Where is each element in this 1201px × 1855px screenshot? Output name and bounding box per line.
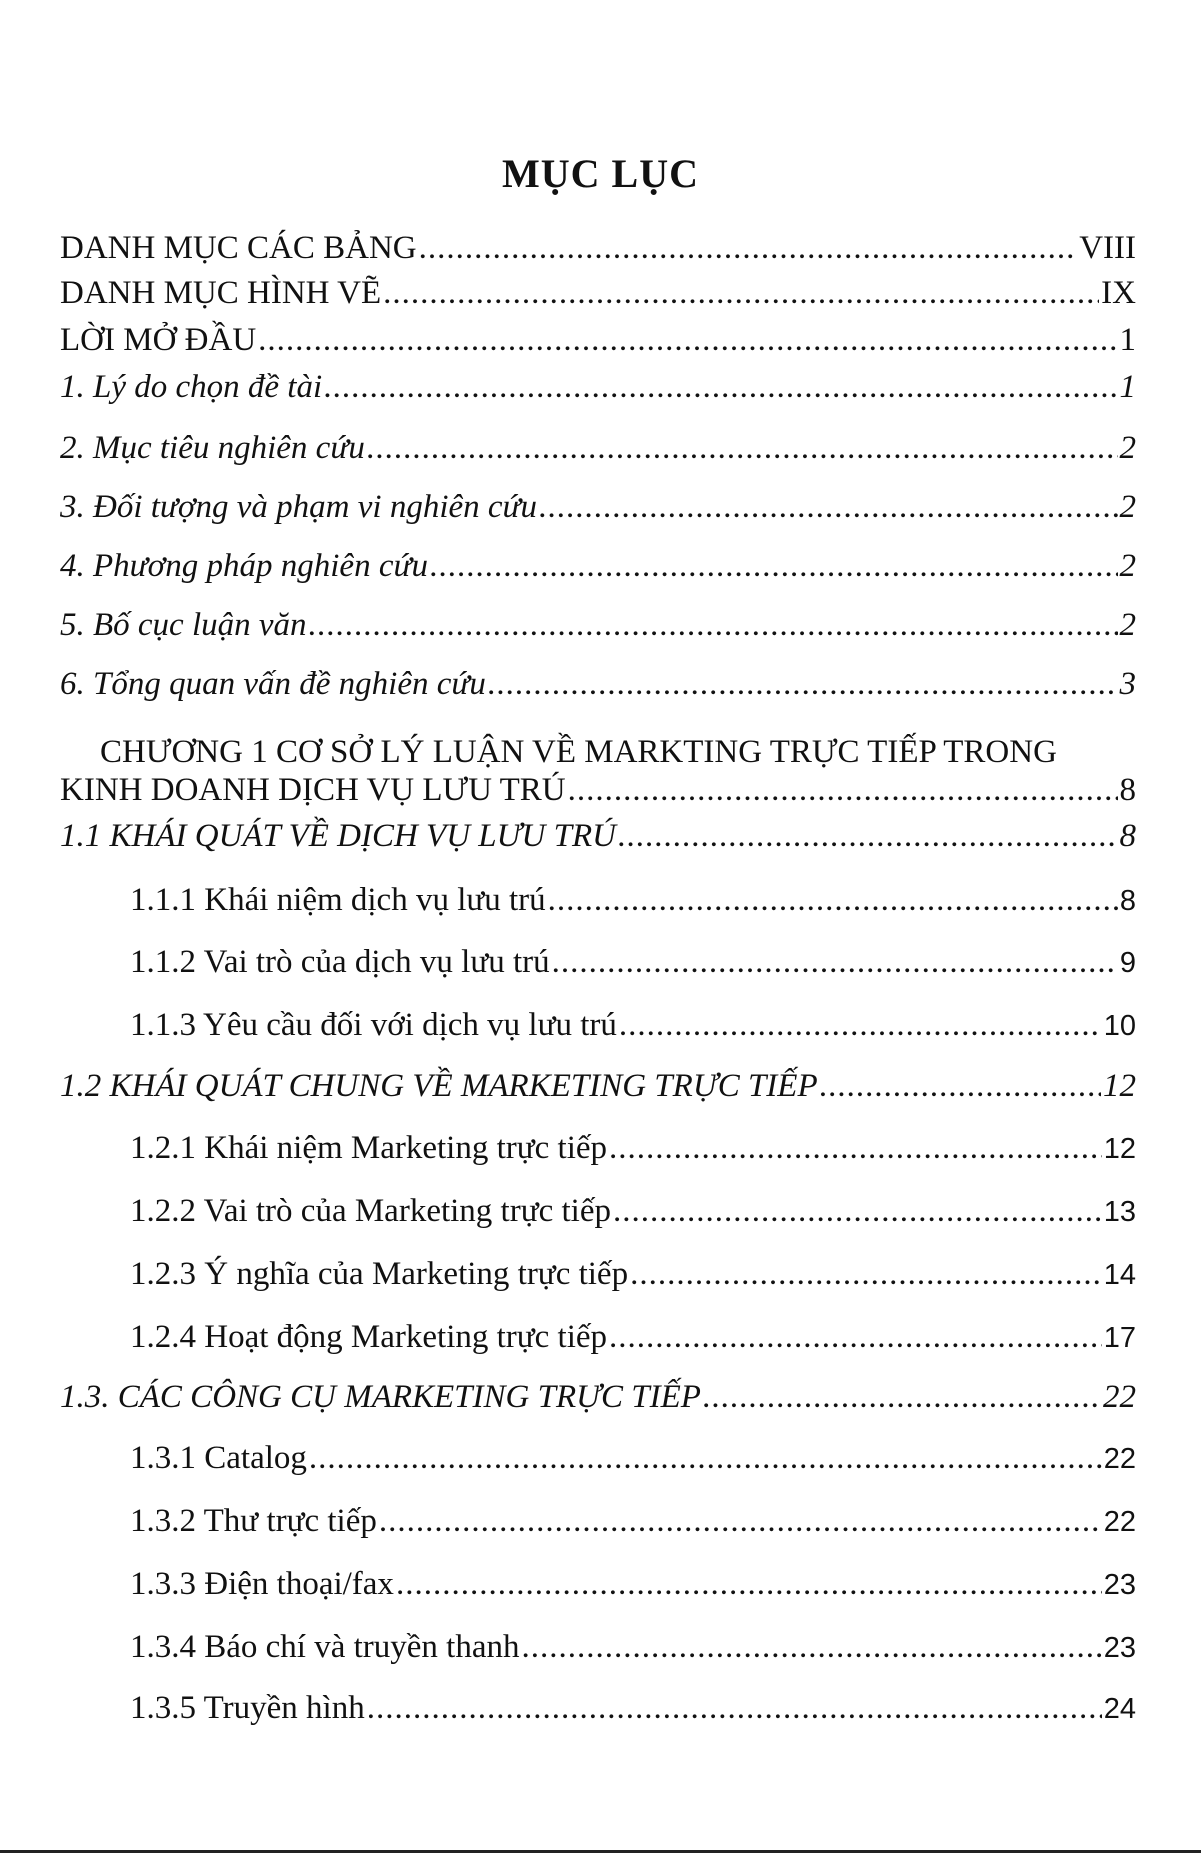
toc-entry-label: 1.1.1 Khái niệm dịch vụ lưu trú — [130, 882, 546, 918]
toc-entry-page: 13 — [1103, 1196, 1136, 1228]
toc-entry — [60, 320, 1136, 360]
dot-leader — [367, 1688, 1102, 1728]
toc-entry — [60, 1377, 1136, 1417]
toc-entry-label: 1.3.2 Thư trực tiếp — [130, 1503, 377, 1539]
toc-entry-page: 8 — [1119, 772, 1136, 808]
toc-entry-page: 2 — [1119, 548, 1136, 584]
toc-entry-label: DANH MỤC CÁC BẢNG — [60, 230, 417, 266]
toc-entry-label: DANH MỤC HÌNH VẼ — [60, 275, 382, 311]
toc-entry — [130, 880, 1136, 921]
dot-leader — [552, 942, 1118, 982]
dot-leader — [430, 546, 1118, 586]
toc-entry-page: 22 — [1103, 1379, 1136, 1415]
toc-entry-page: 23 — [1103, 1569, 1136, 1601]
dot-leader — [309, 605, 1118, 645]
toc-entry-label: 1.3.4 Báo chí và truyền thanh — [130, 1629, 520, 1665]
toc-entry-label: KINH DOANH DỊCH VỤ LƯU TRÚ — [60, 772, 566, 808]
dot-leader — [367, 428, 1118, 468]
dot-leader — [488, 664, 1118, 704]
toc-entry-page: 1 — [1119, 322, 1136, 358]
toc-entry — [60, 273, 1136, 313]
toc-entry — [60, 428, 1136, 468]
toc-entry-label: 1.3. CÁC CÔNG CỤ MARKETING TRỰC TIẾP — [60, 1379, 701, 1415]
toc-entry-label: 1.3.5 Truyền hình — [130, 1690, 365, 1726]
toc-entry-page: 12 — [1103, 1068, 1136, 1104]
toc-entry-label: 4. Phương pháp nghiên cứu — [60, 548, 428, 584]
toc-entry-label: 1.2.3 Ý nghĩa của Marketing trực tiếp — [130, 1256, 629, 1292]
dot-leader — [619, 1005, 1102, 1045]
dot-leader — [703, 1377, 1101, 1417]
toc-entry-page: 23 — [1103, 1632, 1136, 1664]
toc-entry-page: 22 — [1103, 1506, 1136, 1538]
toc-entry — [130, 1128, 1136, 1169]
toc-entry — [130, 1688, 1136, 1729]
dot-leader — [630, 1254, 1102, 1294]
dot-leader — [396, 1564, 1102, 1604]
dot-leader — [609, 1128, 1102, 1168]
toc-entry — [60, 605, 1136, 645]
toc-entry-label: 1.2.4 Hoạt động Marketing trực tiếp — [130, 1319, 608, 1355]
toc-entry-label: 5. Bố cục luận văn — [60, 607, 307, 643]
toc-entry-page: 2 — [1119, 489, 1136, 525]
toc-entry-label: LỜI MỞ ĐẦU — [60, 322, 257, 358]
toc-entry — [60, 228, 1136, 268]
toc-entry-page: 9 — [1119, 947, 1136, 979]
page-title: MỤC LỤC — [502, 151, 699, 196]
toc-entry-page: 3 — [1119, 666, 1136, 702]
toc-entry-label: 1.1.3 Yêu cầu đối với dịch vụ lưu trú — [130, 1007, 617, 1043]
toc-entry-label: 1.3.1 Catalog — [130, 1440, 307, 1476]
toc-entry-label: 2. Mục tiêu nghiên cứu — [60, 430, 365, 466]
toc-entry — [60, 1066, 1136, 1106]
toc-entry-label: 1. Lý do chọn đề tài — [60, 369, 323, 405]
dot-leader — [258, 320, 1117, 360]
toc-entry-page: 14 — [1103, 1259, 1136, 1291]
toc-entry — [130, 942, 1136, 983]
toc-entry — [60, 487, 1136, 527]
toc-entry — [130, 1627, 1136, 1668]
toc-entry-page: 12 — [1103, 1133, 1136, 1165]
toc-entry-label: 1.1.2 Vai trò của dịch vụ lưu trú — [130, 944, 550, 980]
toc-entry-page: 8 — [1119, 818, 1136, 854]
toc-entry — [130, 1438, 1136, 1479]
chapter-heading-line: CHƯƠNG 1 CƠ SỞ LÝ LUẬN VỀ MARKTING TRỰC TIẾP TRONG — [100, 734, 1057, 770]
toc-entry — [130, 1254, 1136, 1295]
page-bottom-edge — [0, 1850, 1201, 1853]
dot-leader — [568, 770, 1118, 810]
toc-entry-page: 22 — [1103, 1443, 1136, 1475]
dot-leader — [539, 487, 1117, 527]
toc-entry — [60, 367, 1136, 407]
toc-entry-label: 1.2.2 Vai trò của Marketing trực tiếp — [130, 1193, 611, 1229]
dot-leader — [379, 1501, 1102, 1541]
toc-entry — [130, 1564, 1136, 1605]
dot-leader — [324, 367, 1117, 407]
dot-leader — [419, 228, 1078, 268]
toc-entry-label: 1.3.3 Điện thoại/fax — [130, 1566, 394, 1602]
toc-entry-page: 2 — [1119, 430, 1136, 466]
dot-leader — [309, 1438, 1102, 1478]
toc-entry-page: 17 — [1103, 1322, 1136, 1354]
toc-entry-label: 6. Tổng quan vấn đề nghiên cứu — [60, 666, 486, 702]
toc-entry-page: 8 — [1119, 885, 1136, 917]
toc-entry-page: 10 — [1103, 1010, 1136, 1042]
toc-entry — [60, 546, 1136, 586]
toc-entry-page: IX — [1101, 275, 1136, 311]
dot-leader — [820, 1066, 1101, 1106]
toc-entry-label: 1.2.1 Khái niệm Marketing trực tiếp — [130, 1130, 608, 1166]
toc-entry-page: 24 — [1103, 1693, 1136, 1725]
toc-entry-label: 3. Đối tượng và phạm vi nghiên cứu — [60, 489, 538, 525]
dot-leader — [618, 816, 1118, 856]
toc-entry — [60, 770, 1136, 810]
dot-leader — [609, 1317, 1102, 1357]
dot-leader — [522, 1627, 1102, 1667]
toc-entry-page: 1 — [1119, 369, 1136, 405]
toc-entry — [60, 664, 1136, 704]
toc-entry-page: VIII — [1079, 230, 1136, 266]
toc-entry — [60, 816, 1136, 856]
toc-entry — [130, 1501, 1136, 1542]
toc-entry-label: 1.2 KHÁI QUÁT CHUNG VỀ MARKETING TRỰC TIẾP — [60, 1068, 818, 1104]
toc-entry-page: 2 — [1119, 607, 1136, 643]
toc-entry — [130, 1191, 1136, 1232]
toc-entry — [130, 1005, 1136, 1046]
dot-leader — [383, 273, 1099, 313]
toc-entry-label: 1.1 KHÁI QUÁT VỀ DỊCH VỤ LƯU TRÚ — [60, 818, 616, 854]
toc-entry — [130, 1317, 1136, 1358]
dot-leader — [613, 1191, 1102, 1231]
dot-leader — [548, 880, 1118, 920]
